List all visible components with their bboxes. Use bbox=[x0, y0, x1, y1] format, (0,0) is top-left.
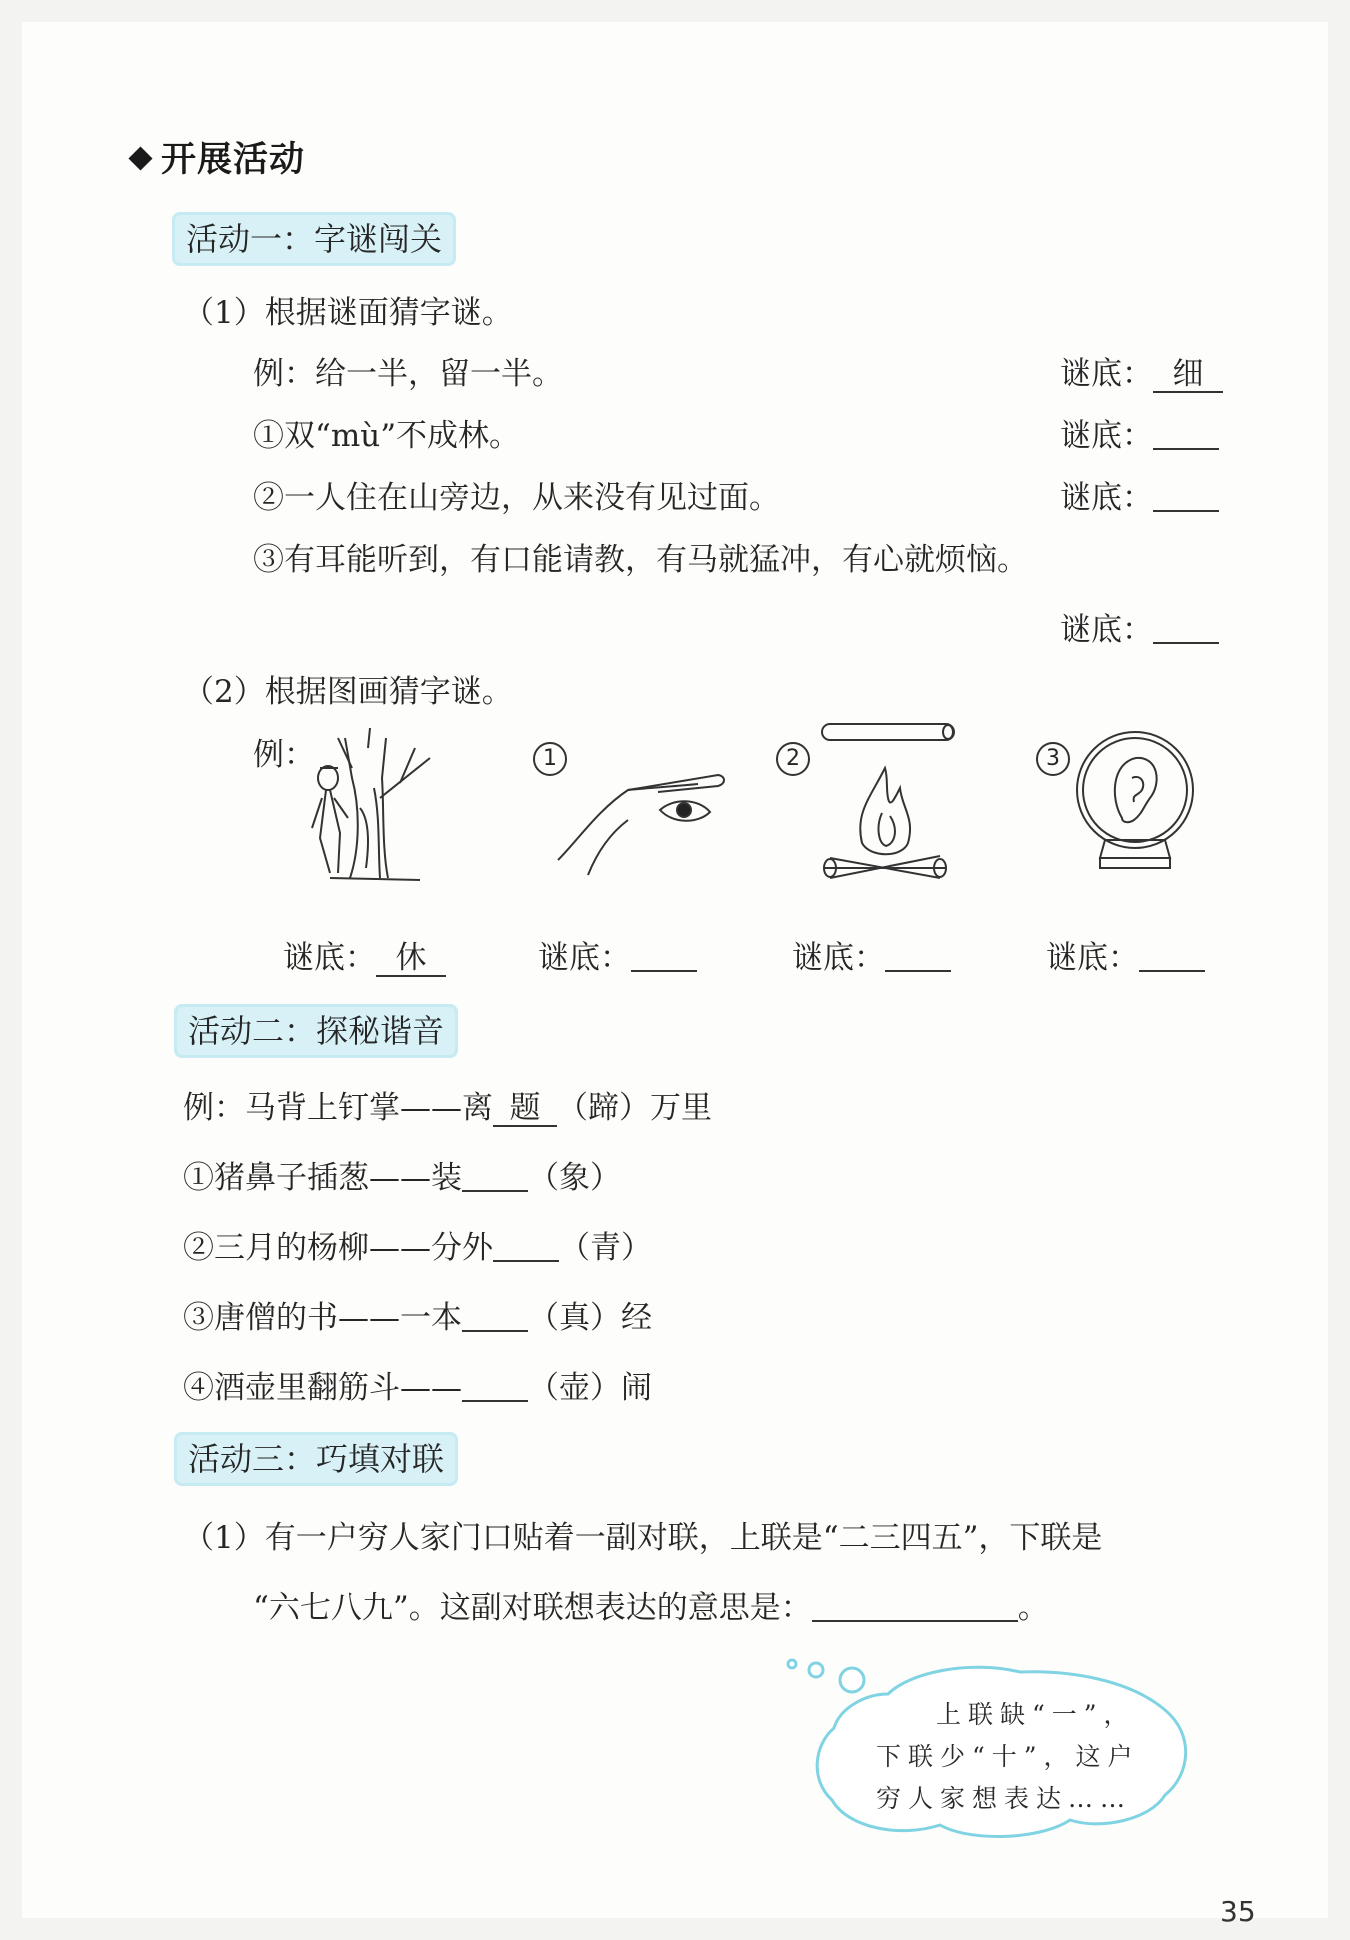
couplet-question-line2: “六七八九”。这副对联想表达的意思是： 。 bbox=[253, 1590, 1049, 1626]
picture-1-answer-row bbox=[538, 938, 697, 978]
page-number: 35 bbox=[1220, 1895, 1256, 1928]
bubble-line-3: 穷人家想表达…… bbox=[876, 1784, 1133, 1813]
riddle-item-3-answer-row bbox=[1060, 610, 1219, 650]
riddle-item-2-blank[interactable] bbox=[1153, 478, 1219, 512]
answer-label: 谜底： bbox=[792, 940, 885, 976]
couplet-question-line1: （1）有一户穷人家门口贴着一副对联，上联是“二三四五”，下联是 bbox=[183, 1520, 1103, 1556]
picture-example-answer: 休 bbox=[376, 941, 446, 977]
activity1-part2-heading: （2）根据图画猜字谜。 bbox=[183, 674, 513, 710]
homophone-item-2-blank[interactable] bbox=[493, 1228, 559, 1262]
homophone-item-3: ③唐僧的书——一本 （真）经 bbox=[183, 1300, 652, 1336]
riddle-item-2-answer-row bbox=[1060, 478, 1219, 518]
picture-3-blank[interactable] bbox=[1139, 938, 1205, 972]
homophone-example-answer: 题 bbox=[493, 1091, 557, 1127]
activity3-tag: 活动三：巧填对联 bbox=[174, 1432, 458, 1486]
activity1-part1-heading: （1）根据谜面猜字谜。 bbox=[183, 295, 513, 331]
ear-in-round-frame-illustration bbox=[1070, 728, 1200, 888]
picture-2-answer-row bbox=[792, 938, 951, 978]
picture-number-1: 1 bbox=[533, 738, 567, 776]
riddle-example-answer-row bbox=[1060, 354, 1223, 394]
activity1-tag: 活动一：字谜闯关 bbox=[172, 212, 456, 266]
riddle-example: 例：给一半，留一半。 bbox=[253, 356, 563, 392]
picture-example-label: 例： bbox=[253, 737, 315, 773]
homophone-item-2: ②三月的杨柳——分外 （青） bbox=[183, 1230, 652, 1266]
answer-label: 谜底： bbox=[283, 940, 376, 976]
riddle-item-1: ①双“mù”不成林。 bbox=[253, 418, 521, 454]
picture-number-2: 2 bbox=[776, 738, 810, 776]
answer-label: 谜底： bbox=[1060, 612, 1153, 648]
riddle-item-3: ③有耳能听到，有口能请教，有马就猛冲，有心就烦恼。 bbox=[253, 542, 1028, 578]
homophone-example: 例：马背上钉掌——离 题 （蹄）万里 bbox=[183, 1090, 712, 1126]
log-over-campfire-illustration bbox=[810, 718, 960, 893]
diamond-bullet-icon bbox=[128, 146, 152, 170]
answer-label: 谜底： bbox=[1060, 418, 1153, 454]
section-title bbox=[132, 132, 305, 182]
picture-number-3: 3 bbox=[1036, 738, 1070, 776]
riddle-item-1-answer-row bbox=[1060, 416, 1219, 456]
riddle-item-1-blank[interactable] bbox=[1153, 416, 1219, 450]
riddle-item-2: ②一人住在山旁边，从来没有见过面。 bbox=[253, 480, 780, 516]
hand-over-eye-illustration bbox=[548, 750, 728, 880]
person-leaning-on-tree-illustration bbox=[290, 728, 450, 888]
homophone-item-1-blank[interactable] bbox=[462, 1158, 528, 1192]
homophone-item-3-blank[interactable] bbox=[462, 1298, 528, 1332]
answer-label: 谜底： bbox=[1060, 356, 1153, 392]
riddle-example-answer: 细 bbox=[1153, 357, 1223, 393]
answer-label: 谜底： bbox=[1060, 480, 1153, 516]
section-title-text: 开展活动 bbox=[161, 140, 306, 180]
couplet-answer-blank[interactable] bbox=[812, 1588, 1018, 1622]
homophone-item-4-blank[interactable] bbox=[462, 1368, 528, 1402]
homophone-item-4: ④酒壶里翻筋斗—— （壶）闹 bbox=[183, 1370, 652, 1406]
activity2-tag: 活动二：探秘谐音 bbox=[174, 1004, 458, 1058]
riddle-item-3-blank[interactable] bbox=[1153, 610, 1219, 644]
answer-label: 谜底： bbox=[538, 940, 631, 976]
picture-example-answer-row bbox=[283, 938, 446, 978]
homophone-item-1: ①猪鼻子插葱——装 （象） bbox=[183, 1160, 621, 1196]
bubble-line-1: 上联缺“一”， bbox=[936, 1700, 1136, 1729]
picture-2-blank[interactable] bbox=[885, 938, 951, 972]
picture-1-blank[interactable] bbox=[631, 938, 697, 972]
answer-label: 谜底： bbox=[1046, 940, 1139, 976]
picture-3-answer-row bbox=[1046, 938, 1205, 978]
bubble-line-2: 下联少“十”，这户 bbox=[876, 1742, 1140, 1771]
